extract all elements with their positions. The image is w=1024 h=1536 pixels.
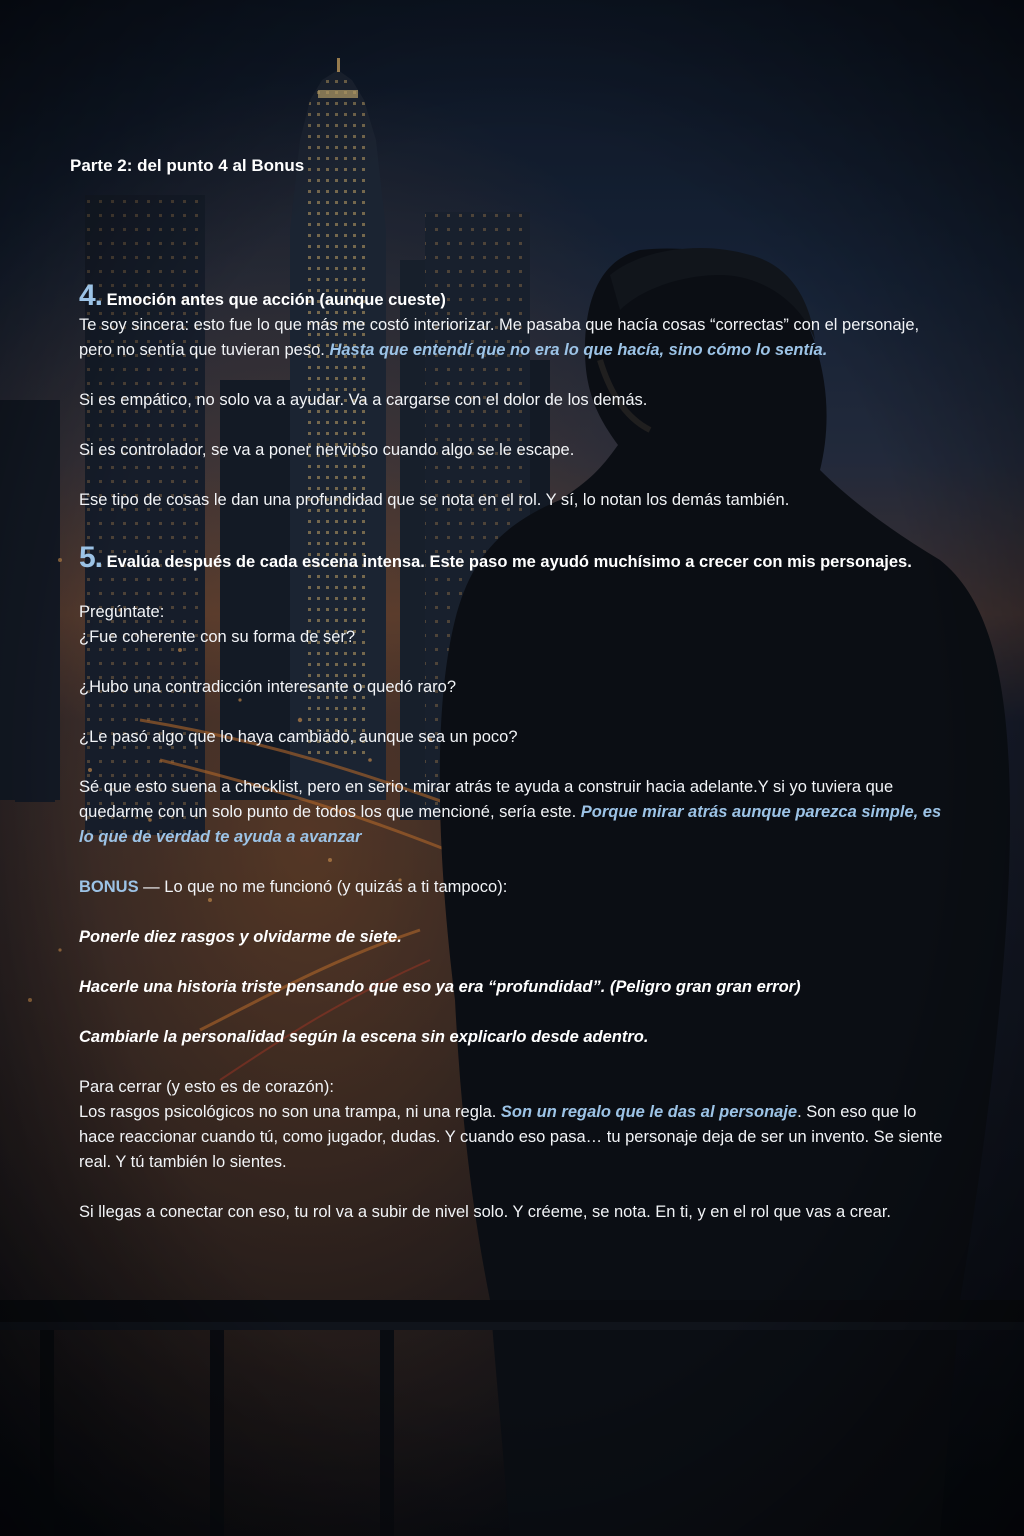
section-4-paragraph: Si es empático, no solo va a ayudar. Va a cargarse con el dolor de los demás. — [79, 391, 648, 409]
part-title: Parte 2: del punto 4 al Bonus — [70, 156, 305, 175]
bonus-item: Cambiarle la personalidad según la escena sin explicarlo desde adentro. — [79, 1028, 649, 1046]
section-4-heading — [79, 279, 947, 313]
closing-text-b: . Son eso que lo hace reaccionar cuando tú, como jugador, dudas. Y cuando eso pasa… tu personaje deja de ser un invento. Se siente real. Y tú también lo sientes. — [79, 1103, 943, 1171]
bonus-label: BONUS — [79, 878, 139, 896]
question-item: ¿Le pasó algo que lo haya cambiado, aunque sea un poco? — [79, 728, 518, 746]
section-5-number: 5. — [79, 541, 103, 574]
ask-label: Pregúntate: — [79, 603, 165, 621]
section-4-paragraph: Ese tipo de cosas le dan una profundidad que se nota en el rol. Y sí, lo notan los demás también. — [79, 491, 790, 509]
final-paragraph: Si llegas a conectar con eso, tu rol va a subir de nivel solo. Y créeme, se nota. En ti, y en el rol que vas a crear. — [79, 1203, 891, 1221]
section-4-number: 4. — [79, 279, 103, 312]
section-5-heading — [79, 541, 947, 575]
section-4-title: Emoción antes que acción (aunque cueste) — [106, 291, 446, 309]
section-5-title: Evalúa después de cada escena intensa. Este paso me ayudó muchísimo a crecer con mis personajes. — [106, 553, 912, 571]
bonus-heading-text: — Lo que no me funcionó (y quizás a ti tampoco): — [138, 878, 508, 896]
section-5-closing — [79, 775, 947, 850]
bonus-heading — [79, 875, 947, 900]
section-4-highlight: Hasta que entendí que no era lo que hacía, sino cómo lo sentía. — [329, 341, 828, 359]
section-5-closing-text: Sé que esto suena a checklist, pero en serio: mirar atrás te ayuda a construir hacia adelante.Y si yo tuviera que quedarme con un solo punto de todos los que mencioné, sería este. — [79, 778, 894, 821]
closing-label: Para cerrar (y esto es de corazón): — [79, 1078, 334, 1096]
section-4-intro — [79, 313, 947, 363]
closing-paragraph — [79, 1100, 947, 1175]
section-4-intro-text: Te soy sincera: esto fue lo que más me costó interiorizar. Me pasaba que hacía cosas “correctas” con el personaje, pero no sentía que tuvieran peso. — [79, 316, 920, 359]
article-body — [79, 279, 947, 1225]
question-item: ¿Hubo una contradicción interesante o quedó raro? — [79, 678, 456, 696]
section-4-paragraph: Si es controlador, se va a poner nervioso cuando algo se le escape. — [79, 441, 575, 459]
closing-text-a: Los rasgos psicológicos no son una trampa, ni una regla. — [79, 1103, 501, 1121]
bonus-item: Hacerle una historia triste pensando que eso ya era “profundidad”. (Peligro gran gran error) — [79, 978, 801, 996]
question-item: ¿Fue coherente con su forma de ser? — [79, 628, 356, 646]
bonus-item: Ponerle diez rasgos y olvidarme de siete. — [79, 928, 402, 946]
section-5-highlight: Porque mirar atrás aunque parezca simple, es lo que de verdad te ayuda a avanzar — [79, 803, 942, 846]
closing-highlight: Son un regalo que le das al personaje — [500, 1103, 798, 1121]
